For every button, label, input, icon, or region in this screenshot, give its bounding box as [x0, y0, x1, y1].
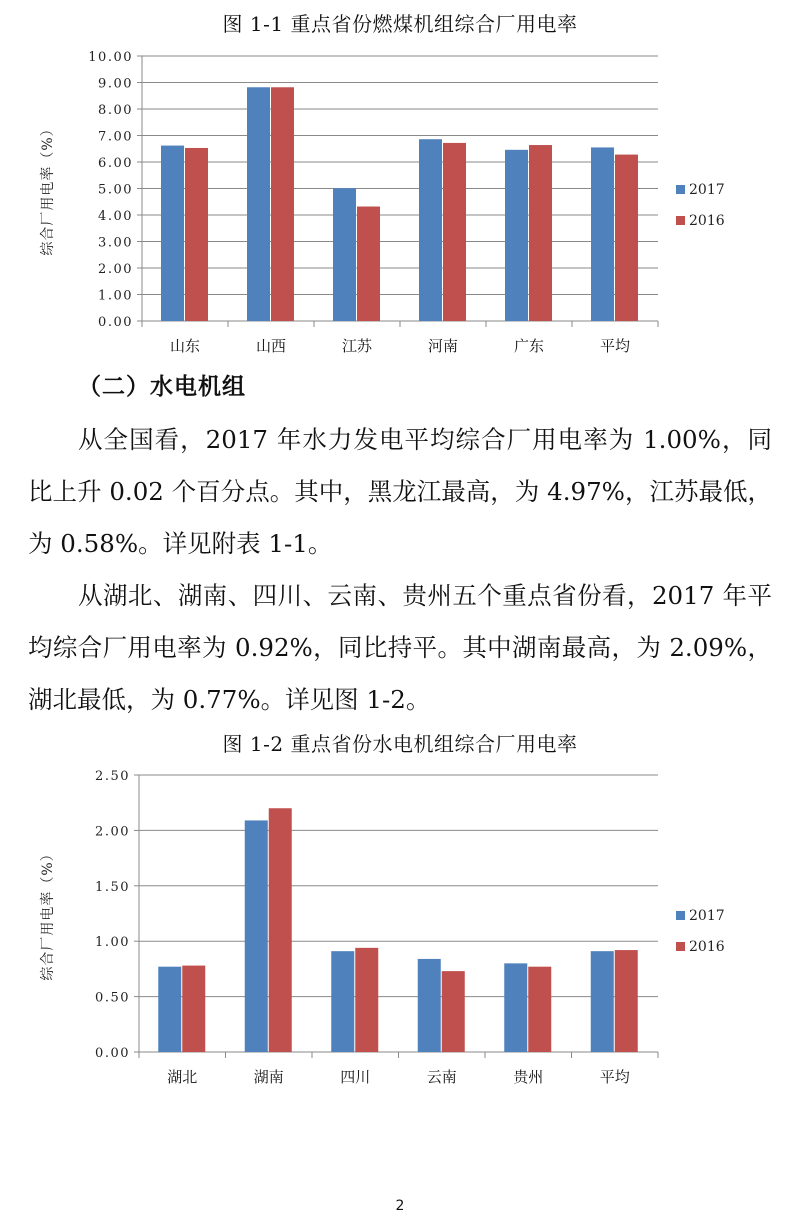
x-category-label: 湖北 [167, 1068, 198, 1086]
x-category-label: 山西 [255, 337, 287, 355]
y-tick-label: 1.50 [95, 879, 130, 895]
y-axis-label: 综合厂用电率（%） [40, 121, 56, 256]
x-category-label: 平均 [599, 1068, 630, 1086]
y-tick-label: 1.00 [98, 288, 133, 304]
section-heading: （二）水电机组 [78, 374, 246, 400]
legend-swatch-2016 [676, 942, 685, 951]
bar-2016-平均 [615, 155, 638, 321]
y-tick-label: 6.00 [98, 156, 133, 171]
y-tick-label: 2.50 [95, 769, 130, 784]
x-category-label: 河南 [427, 337, 459, 355]
bar-2016-湖北 [182, 966, 205, 1052]
y-tick-label: 0.00 [98, 315, 133, 330]
y-tick-label: 8.00 [98, 103, 133, 118]
bar-2017-贵州 [504, 963, 527, 1052]
x-category-label: 湖南 [253, 1068, 284, 1086]
chart2-svg [0, 760, 800, 1100]
bar-2016-云南 [442, 971, 465, 1052]
legend-swatch-2017 [676, 185, 685, 194]
bar-2017-江苏 [333, 188, 356, 321]
y-tick-label: 1.00 [95, 935, 130, 951]
y-tick-label: 2.00 [98, 262, 133, 277]
y-tick-label: 5.00 [98, 182, 133, 198]
bar-2016-平均 [615, 950, 638, 1052]
bar-2017-湖南 [245, 820, 268, 1052]
bar-2017-云南 [418, 959, 441, 1052]
y-axis-label: 综合厂用电率（%） [40, 846, 56, 981]
chart1-svg [0, 40, 800, 370]
paragraph-provinces: 从湖北、湖南、四川、云南、贵州五个重点省份看，2017 年平均综合厂用电率为 0.92%，同比持平。其中湖南最高，为 2.09%，湖北最低，为 0.77%。详见图 1-2。 [28, 581, 772, 714]
bar-2016-江苏 [357, 207, 380, 321]
legend-label-2016: 2016 [689, 213, 725, 229]
bar-2016-河南 [443, 143, 466, 321]
bar-2016-湖南 [269, 808, 292, 1052]
y-tick-label: 7.00 [98, 129, 133, 145]
page-number: 2 [395, 1198, 405, 1214]
bar-2017-四川 [331, 951, 354, 1052]
bar-2016-山东 [185, 148, 208, 321]
paragraph-national: 从全国看，2017 年水力发电平均综合厂用电率为 1.00%，同比上升 0.02 个百分点。其中，黑龙江最高，为 4.97%，江苏最低，为 0.58%。详见附表 1-1。 [28, 425, 772, 558]
bar-2017-河南 [419, 139, 442, 321]
bar-2017-湖北 [158, 967, 181, 1052]
x-category-label: 平均 [599, 337, 631, 355]
bar-2016-贵州 [528, 967, 551, 1052]
y-tick-label: 9.00 [98, 76, 133, 92]
y-tick-label: 3.00 [98, 235, 133, 251]
bar-2016-广东 [529, 145, 552, 321]
x-category-label: 贵州 [513, 1068, 544, 1086]
legend-swatch-2016 [676, 216, 685, 225]
legend-swatch-2017 [676, 911, 685, 920]
x-category-label: 广东 [513, 337, 545, 355]
x-category-label: 四川 [340, 1068, 371, 1086]
x-category-label: 云南 [426, 1068, 457, 1086]
y-tick-label: 2.00 [95, 824, 130, 840]
legend-label-2016: 2016 [689, 939, 725, 955]
chart2-title: 图 1-2 重点省份水电机组综合厂用电率 [222, 732, 578, 756]
bar-2017-广东 [505, 150, 528, 321]
y-tick-label: 10.00 [88, 50, 133, 65]
y-tick-label: 4.00 [98, 209, 133, 224]
chart1-title: 图 1-1 重点省份燃煤机组综合厂用电率 [222, 12, 578, 36]
bar-2016-四川 [355, 948, 378, 1052]
legend-label-2017: 2017 [689, 908, 725, 924]
y-tick-label: 0.00 [95, 1046, 130, 1061]
bar-2016-山西 [271, 87, 294, 321]
legend-label-2017: 2017 [689, 182, 725, 198]
x-category-label: 山东 [169, 337, 201, 355]
bar-2017-山西 [247, 87, 270, 321]
bar-2017-平均 [591, 147, 614, 321]
y-tick-label: 0.50 [95, 990, 130, 1006]
x-category-label: 江苏 [341, 337, 373, 355]
bar-2017-平均 [591, 951, 614, 1052]
bar-2017-山东 [161, 146, 184, 321]
